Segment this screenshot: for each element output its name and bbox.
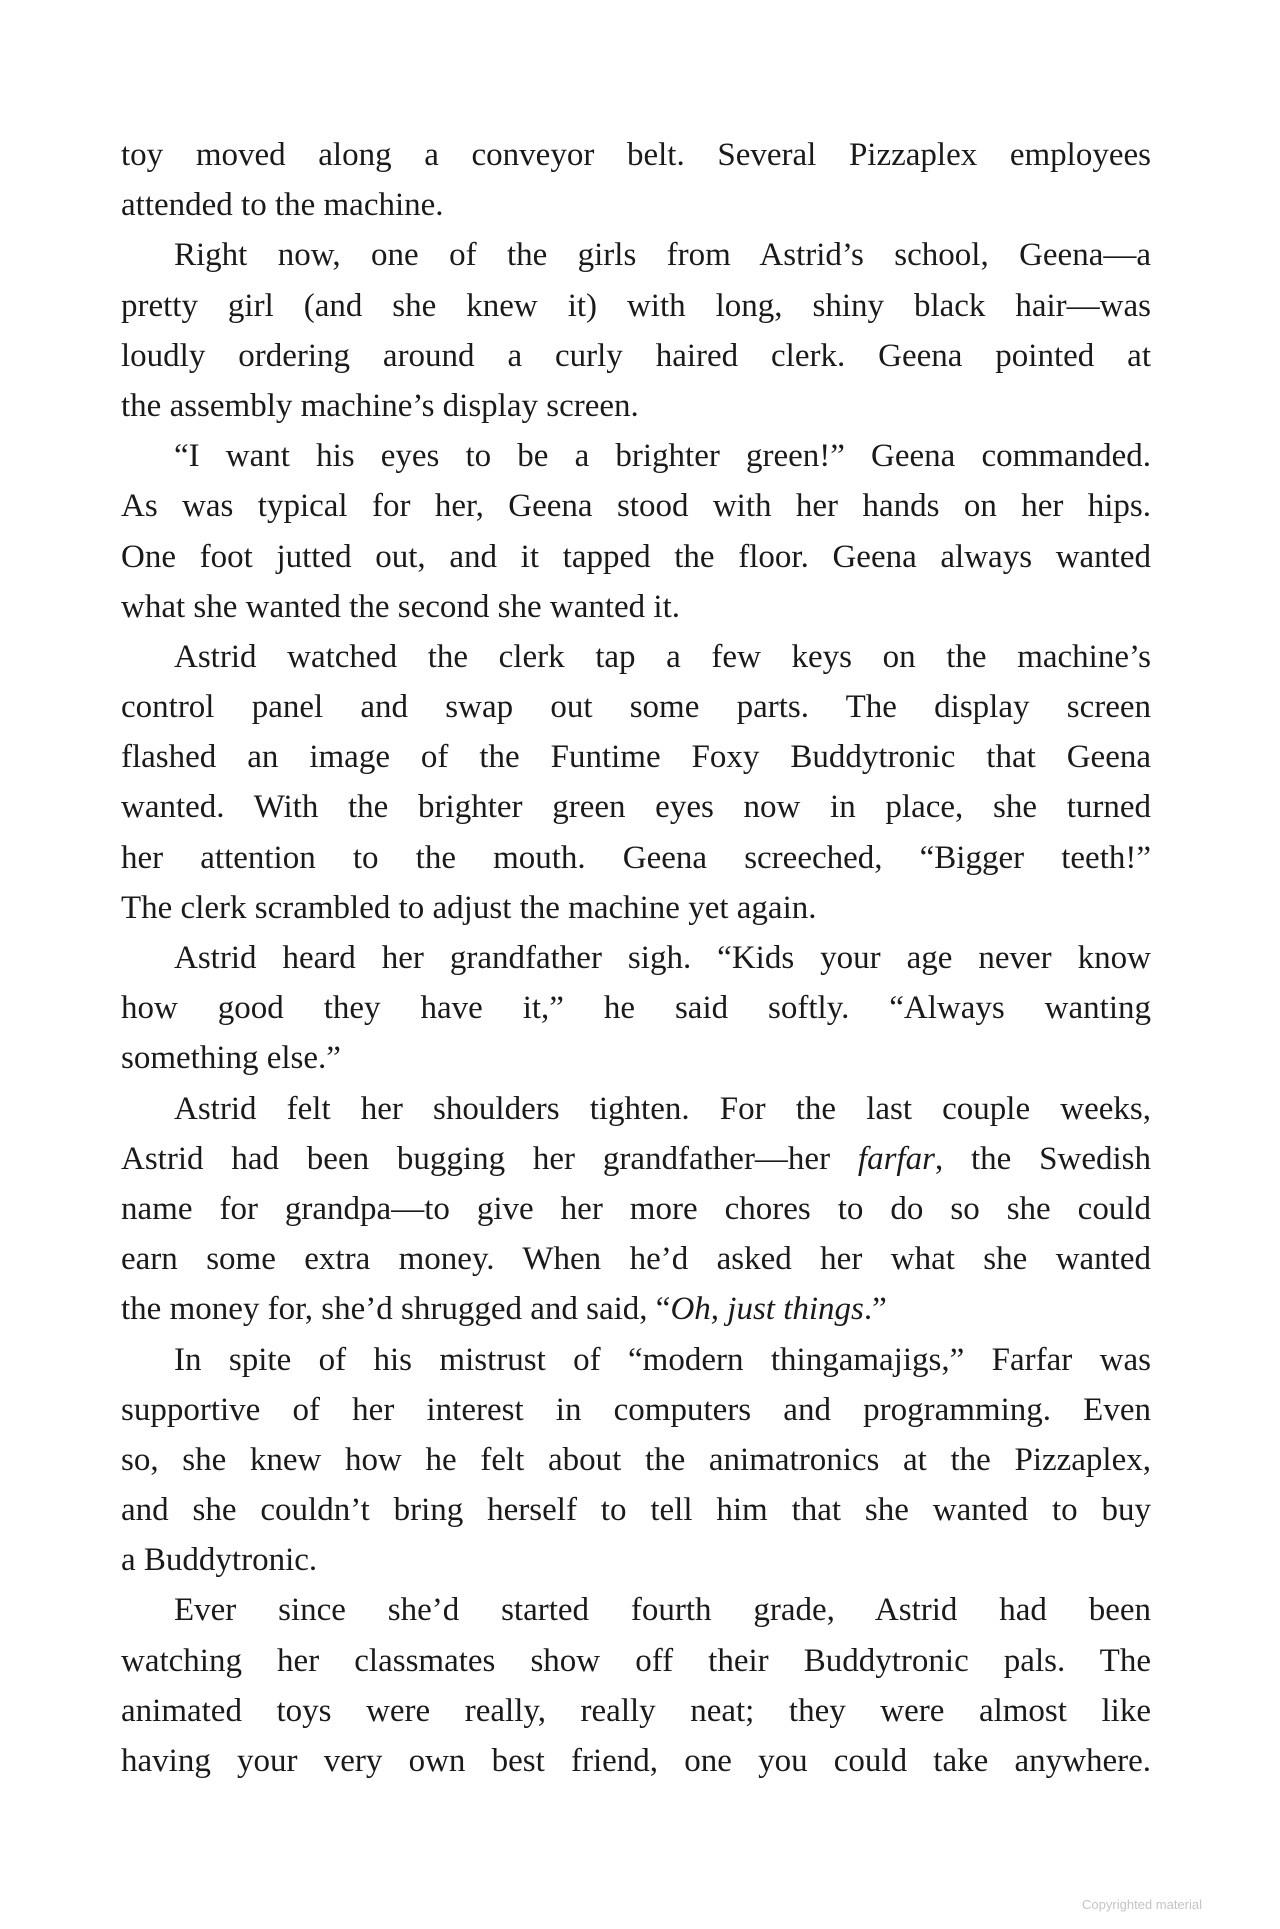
text-segment: the money for, she’d shrugged and said, “	[121, 1291, 671, 1328]
text-segment: her attention to the mouth. Geena screeched, “Bigger teeth!”	[121, 839, 1151, 876]
text-segment: toy moved along a conveyor belt. Several Pizzaplex employees	[121, 137, 1151, 173]
text-segment: Ever since she’d started fourth grade, Astrid had been	[174, 1592, 1151, 1629]
text-line	[121, 582, 1151, 632]
text-line	[121, 331, 1151, 381]
text-segment: control panel and swap out some parts. The display screen	[121, 689, 1151, 726]
text-segment: pretty girl (and she knew it) with long, shiny black hair—was	[121, 287, 1151, 324]
text-segment: Right now, one of the girls from Astrid’s school, Geena—a	[174, 237, 1151, 274]
copyright-notice: Copyrighted material	[1082, 1897, 1202, 1912]
text-segment: Astrid felt her shoulders tighten. For the last couple weeks,	[174, 1090, 1151, 1127]
text-segment: so, she knew how he felt about the animatronics at the Pizzaplex,	[121, 1441, 1151, 1478]
text-line	[121, 532, 1151, 582]
text-segment: earn some extra money. When he’d asked her what she wanted	[121, 1241, 1151, 1278]
paragraph	[121, 1585, 1151, 1786]
book-page-text	[121, 130, 1151, 1786]
text-line	[121, 732, 1151, 782]
text-segment: loudly ordering around a curly haired clerk. Geena pointed at	[121, 337, 1151, 374]
text-segment: a Buddytronic.	[121, 1542, 318, 1579]
text-line	[121, 1234, 1151, 1284]
paragraph	[121, 1335, 1151, 1586]
text-line	[121, 1485, 1151, 1535]
text-line	[121, 1033, 1151, 1083]
text-line	[121, 281, 1151, 331]
text-line	[121, 431, 1151, 481]
text-segment: Astrid heard her grandfather sigh. “Kids your age never know	[174, 940, 1151, 976]
text-line	[121, 833, 1151, 883]
text-line	[121, 983, 1151, 1033]
text-segment: having your very own best friend, one you could take anywhere.	[121, 1743, 1151, 1779]
text-segment: , the Swedish	[934, 1140, 1151, 1177]
text-segment: As was typical for her, Geena stood with her hands on her hips.	[121, 488, 1151, 525]
paragraph	[121, 130, 1151, 230]
text-line	[121, 883, 1151, 933]
text-line	[121, 1535, 1151, 1585]
text-line	[121, 481, 1151, 531]
text-line	[121, 1184, 1151, 1234]
paragraph	[121, 230, 1151, 431]
text-line	[121, 1435, 1151, 1485]
text-line	[121, 381, 1151, 431]
italic-text: Oh, just things	[670, 1291, 864, 1328]
text-line	[121, 1084, 1151, 1134]
text-segment: Astrid had been bugging her grandfather—her	[121, 1140, 858, 1177]
text-segment: watching her classmates show off their Buddytronic pals. The	[121, 1642, 1151, 1679]
text-segment: The clerk scrambled to adjust the machine yet again.	[121, 889, 817, 926]
text-line	[121, 1736, 1151, 1786]
text-segment: how good they have it,” he said softly. “Always wanting	[121, 990, 1151, 1027]
text-line	[121, 1335, 1151, 1385]
text-line	[121, 682, 1151, 732]
text-segment: name for grandpa—to give her more chores to do so she could	[121, 1190, 1151, 1227]
text-line	[121, 1686, 1151, 1736]
text-segment: In spite of his mistrust of “modern thingamajigs,” Farfar was	[174, 1341, 1151, 1378]
text-line	[121, 933, 1151, 983]
text-segment: wanted. With the brighter green eyes now in place, she turned	[121, 789, 1151, 826]
text-segment: the assembly machine’s display screen.	[121, 387, 639, 424]
text-segment: animated toys were really, really neat; they were almost like	[121, 1692, 1151, 1729]
paragraph	[121, 1084, 1151, 1335]
text-line	[121, 632, 1151, 682]
text-line	[121, 1385, 1151, 1435]
text-line	[121, 1636, 1151, 1686]
text-segment: One foot jutted out, and it tapped the floor. Geena always wanted	[121, 538, 1151, 575]
text-line	[121, 1134, 1151, 1184]
text-line	[121, 130, 1151, 180]
text-segment: flashed an image of the Funtime Foxy Buddytronic that Geena	[121, 739, 1151, 776]
italic-text: farfar	[857, 1140, 935, 1177]
text-segment: what she wanted the second she wanted it.	[121, 588, 681, 625]
text-segment: and she couldn’t bring herself to tell him that she wanted to buy	[121, 1492, 1151, 1529]
text-line	[121, 230, 1151, 280]
text-segment: Astrid watched the clerk tap a few keys on the machine’s	[174, 638, 1151, 675]
text-segment: something else.”	[121, 1040, 341, 1077]
text-segment: .”	[863, 1291, 887, 1328]
text-segment: “I want his eyes to be a brighter green!” Geena commanded.	[174, 438, 1151, 475]
text-line	[121, 1284, 1151, 1334]
text-segment: attended to the machine.	[121, 187, 444, 224]
text-segment: supportive of her interest in computers and programming. Even	[121, 1391, 1151, 1428]
paragraph	[121, 632, 1151, 933]
text-line	[121, 782, 1151, 832]
text-line	[121, 1585, 1151, 1635]
paragraph	[121, 431, 1151, 632]
paragraph	[121, 933, 1151, 1084]
text-line	[121, 180, 1151, 230]
